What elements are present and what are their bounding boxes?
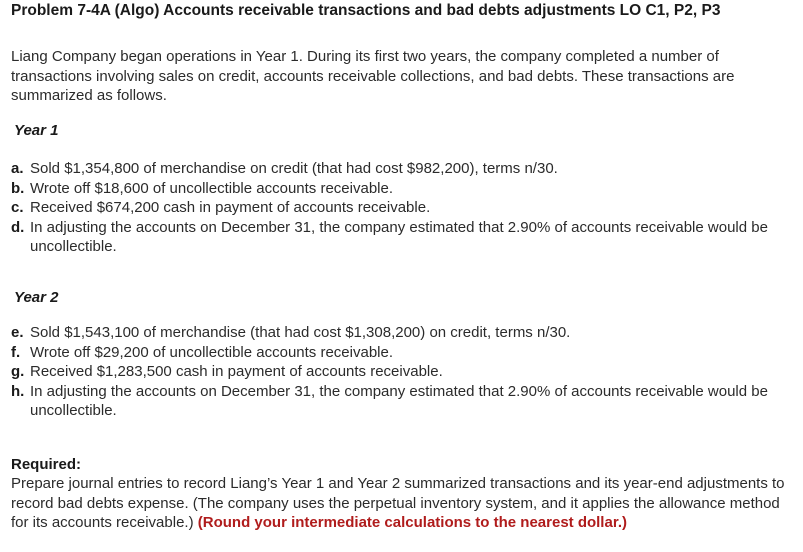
year1-heading: Year 1 xyxy=(14,122,59,139)
transaction-item-a xyxy=(11,159,795,179)
item-letter: a. xyxy=(11,160,24,177)
problem-title: Problem 7-4A (Algo) Accounts receivable transactions and bad debts adjustments LO C1, P2, P3 xyxy=(11,2,721,19)
item-text: Received $1,283,500 cash in payment of accounts receivable. xyxy=(30,363,443,380)
transaction-item-g xyxy=(11,362,795,382)
transaction-item-b xyxy=(11,179,795,199)
item-letter: c. xyxy=(11,199,24,216)
required-text: Prepare journal entries to record Liang’s Year 1 and Year 2 summarized transactions and its year-end adjustments to record bad debts expense. (The company uses the perpetual inventory system, and it applies the allowance method for its accounts receivable.) xyxy=(11,475,785,531)
year2-heading: Year 2 xyxy=(14,289,59,306)
item-text: Wrote off $18,600 of uncollectible accounts receivable. xyxy=(30,179,394,197)
transaction-item-d xyxy=(11,218,795,257)
item-text: Sold $1,543,100 of merchandise (that had cost $1,308,200) on credit, terms n/30. xyxy=(30,324,571,341)
item-letter: h. xyxy=(11,382,25,400)
required-heading: Required: xyxy=(11,456,82,473)
item-text: Wrote off $29,200 of uncollectible accounts receivable. xyxy=(30,343,394,361)
item-text: Sold $1,354,800 of merchandise on credit (that had cost $982,200), terms n/30. xyxy=(30,160,558,177)
transaction-item-c xyxy=(11,198,795,218)
transaction-item-e xyxy=(11,323,795,343)
item-text: In adjusting the accounts on December 31, the company estimated that 2.90% of accounts receivable would be uncollectible. xyxy=(30,382,768,419)
year2-transaction-list xyxy=(11,323,795,421)
item-letter: d. xyxy=(11,218,25,236)
item-text: Received $674,200 cash in payment of accounts receivable. xyxy=(30,199,431,216)
item-letter: e. xyxy=(11,324,24,341)
item-letter: b. xyxy=(11,179,25,197)
item-text: In adjusting the accounts on December 31, the company estimated that 2.90% of accounts receivable would be uncollectible. xyxy=(30,218,768,255)
rounding-instruction: (Round your intermediate calculations to the nearest dollar.) xyxy=(197,514,627,531)
transaction-item-h xyxy=(11,382,795,421)
item-letter: f. xyxy=(11,343,21,361)
required-instructions xyxy=(11,474,795,533)
transaction-item-f xyxy=(11,343,795,363)
intro-paragraph: Liang Company began operations in Year 1. During its first two years, the company completed a number of transactions involving sales on credit, accounts receivable collections, and bad debts. These transactions are summarized as follows. xyxy=(11,48,735,104)
year1-transaction-list xyxy=(11,159,795,257)
item-letter: g. xyxy=(11,363,25,380)
